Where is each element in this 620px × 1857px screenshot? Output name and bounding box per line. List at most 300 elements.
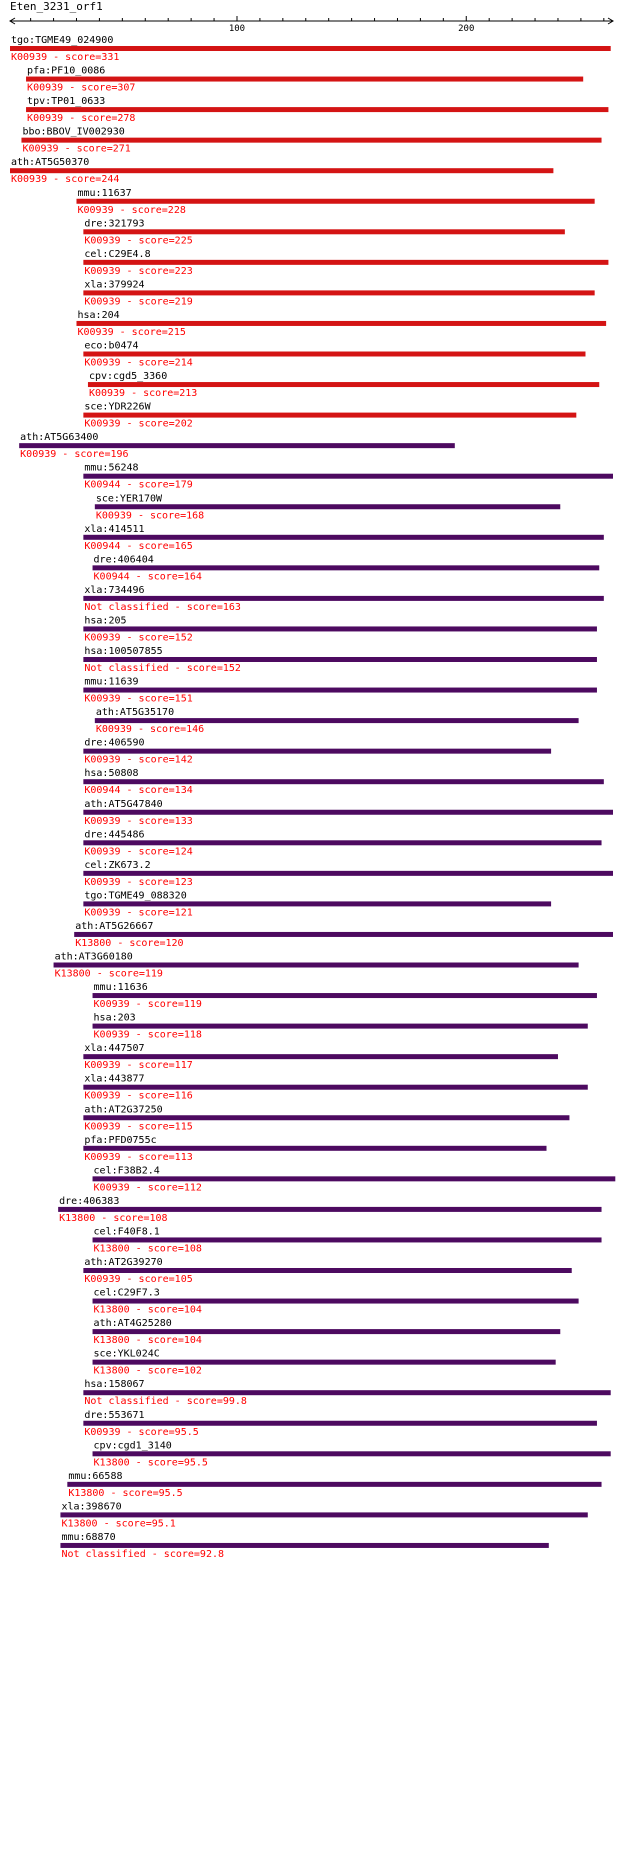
hit-alignment-bar[interactable] [93,1329,561,1334]
hit-score-label [96,510,204,521]
query-title: Eten_3231_orf1 [10,0,103,13]
hit-row[interactable] [76,188,594,216]
hit-ko: K13800 [93,1243,130,1255]
hit-row[interactable] [83,585,603,613]
hit-score-label [94,1457,208,1468]
hit-gene-label[interactable]: xla:379924 [84,279,145,291]
hit-gene-label[interactable]: bbo:BBOV_IV002930 [22,126,125,138]
hit-gene-label[interactable]: sce:YKL024C [93,1348,160,1360]
hit-score-label [84,755,192,766]
hit-gene-label[interactable]: xla:398670 [61,1501,122,1513]
hit-score-label [27,113,135,124]
hit-alignment-bar[interactable] [83,1085,587,1090]
hit-score-label [84,785,192,796]
hit-row[interactable] [93,1226,602,1254]
hit-ko: K00939 [84,876,121,888]
hit-score: 134 [174,785,193,797]
hit-score: 271 [112,143,131,155]
hit-score-label [59,1213,167,1224]
hit-ko: K13800 [93,1457,130,1469]
hit-gene-label[interactable]: ath:AT5G35170 [95,707,175,719]
ruler-tick-label: 100 [228,24,246,34]
hit-score-label [84,1121,192,1132]
hit-score-label [20,449,128,460]
hit-alignment-bar[interactable] [74,932,613,937]
hit-row[interactable] [67,1471,601,1499]
hit-row[interactable] [10,157,553,185]
hit-gene-label[interactable]: mmu:11639 [84,676,139,688]
hit-score: 104 [183,1335,202,1347]
hit-gene-label[interactable]: xla:447507 [84,1043,145,1055]
hit-score: 213 [179,388,198,400]
hit-row[interactable] [76,310,606,338]
hit-alignment-bar[interactable] [83,871,613,876]
hit-ko: K00939 [84,1060,121,1072]
hit-ko: K00944 [84,785,121,797]
hit-row[interactable] [26,96,608,124]
hit-alignment-bar[interactable] [93,1360,556,1365]
hit-gene-label[interactable]: xla:443877 [84,1073,145,1085]
hit-ko: K00939 [93,1182,130,1194]
hit-gene-label[interactable]: cel:F38B2.4 [93,1165,160,1177]
hit-gene-label[interactable]: ath:AT5G47840 [84,798,163,810]
hit-ko: K00939 [11,52,48,63]
hit-score-label [84,816,192,827]
hit-row[interactable] [83,524,603,552]
hit-score: 104 [183,1304,202,1316]
hit-score: 123 [174,876,193,888]
hit-gene-label[interactable]: tpv:TP01_0633 [27,96,106,108]
hit-gene-label[interactable]: hsa:203 [93,1012,136,1024]
hit-row[interactable] [83,1135,546,1163]
hit-gene-label[interactable]: eco:b0474 [84,340,139,352]
hit-score-label [96,724,204,735]
hit-score: 121 [174,907,193,919]
hit-score: 146 [186,724,205,736]
position-ruler [10,16,613,34]
score-prefix: - score= [63,113,118,125]
hit-ko: K00939 [11,174,48,186]
score-prefix: - score= [129,571,184,583]
hit-score-label [27,83,135,94]
hit-row[interactable] [83,799,613,827]
hit-alignment-bar[interactable] [93,1299,579,1304]
hit-gene-label[interactable]: ath:AT2G37250 [84,1104,163,1116]
hit-gene-label[interactable]: dre:406590 [84,737,145,749]
hit-score-label [84,632,192,643]
hit-alignment-bar[interactable] [83,626,597,631]
score-prefix: - score= [129,1243,184,1255]
hit-alignment-bar[interactable] [83,840,601,845]
hit-alignment-bar[interactable] [83,596,603,601]
hit-score-label [84,694,192,705]
hit-score-label [84,907,192,918]
hit-row[interactable] [83,218,564,246]
hit-gene-label[interactable]: pfa:PFD0755c [84,1134,157,1146]
hit-row[interactable] [93,1013,588,1041]
score-prefix: - score= [113,326,168,338]
hit-score-label [84,1060,192,1071]
hit-alignment-bar[interactable] [83,260,608,265]
hit-alignment-bar[interactable] [93,1451,611,1456]
score-prefix: - score= [120,1121,175,1133]
hit-gene-label[interactable]: sce:YER170W [95,493,163,505]
score-prefix: - score= [168,663,223,674]
hit-gene-label[interactable]: tgo:TGME49_088320 [84,890,187,902]
hit-row[interactable] [83,860,613,888]
score-prefix: - score= [120,357,175,369]
hit-alignment-bar[interactable] [83,1054,558,1059]
hit-ko: K00939 [27,82,64,94]
hit-score: 228 [167,204,186,216]
score-prefix: - score= [56,449,111,461]
hit-score-label [84,846,192,857]
hit-score: 278 [117,113,136,125]
hit-score: 112 [183,1182,202,1194]
hit-gene-label[interactable]: hsa:100507855 [84,646,163,657]
hit-ko: K00939 [84,1274,121,1285]
hit-row[interactable] [83,646,597,674]
hit-row[interactable] [83,402,576,430]
hit-ko: K00939 [84,1426,121,1438]
hit-score: 115 [174,1121,193,1133]
hit-gene-label[interactable]: cel:ZK673.2 [84,859,151,871]
hit-ko: K13800 [93,1365,130,1377]
hit-ko: K00939 [84,265,121,277]
hit-score-label [89,388,197,399]
score-prefix: - score= [120,693,175,705]
hit-row[interactable] [58,1196,601,1224]
hit-gene-label[interactable]: dre:445486 [84,829,145,841]
score-prefix: - score= [145,1548,200,1560]
hit-gene-label[interactable]: xla:734496 [84,584,145,596]
hit-ko: K00939 [22,143,59,155]
hit-score: 113 [174,1151,193,1163]
hit-row[interactable] [54,952,579,980]
hit-ko: K00939 [27,113,64,125]
hit-row[interactable] [83,677,597,705]
hit-score-label [94,1030,202,1041]
hit-score-label [94,1366,202,1377]
hit-gene-label[interactable]: cel:C29E4.8 [84,248,151,260]
hit-alignment-bar[interactable] [60,1543,548,1548]
hit-alignment-bar[interactable] [60,1512,587,1517]
hit-alignment-bar[interactable] [93,565,600,570]
hit-row[interactable] [60,1532,548,1560]
hit-ko: K00939 [84,1121,121,1133]
hit-gene-label[interactable]: hsa:50808 [84,768,139,780]
hit-row[interactable] [83,1043,558,1071]
hit-score: 108 [149,1212,168,1224]
hit-score-label [77,205,185,216]
hit-list [10,35,615,1560]
hit-alignment-bar[interactable] [83,749,551,754]
score-prefix: - score= [131,724,187,736]
hit-gene-label[interactable]: dre:553671 [84,1409,145,1421]
score-prefix: - score= [129,1335,184,1347]
hit-score-label [94,999,202,1010]
hit-gene-label[interactable]: ath:AT5G63400 [20,432,99,444]
hit-row[interactable] [95,707,579,735]
hit-alignment-bar[interactable] [67,1482,601,1487]
hit-alignment-bar[interactable] [93,993,597,998]
hit-row[interactable] [83,249,608,277]
hit-score-label [75,938,183,949]
hit-gene-label[interactable]: mmu:11636 [93,982,148,994]
hit-alignment-bar[interactable] [26,107,608,112]
hit-ko: K00944 [84,479,121,491]
hit-ko: K00939 [84,907,121,919]
score-prefix: - score= [129,1365,184,1377]
hit-ko: K00939 [84,296,121,308]
hit-row[interactable] [10,35,611,63]
hit-gene-label[interactable]: xla:414511 [84,523,145,535]
score-prefix: - score= [113,204,168,216]
hit-alignment-bar[interactable] [10,46,611,51]
hit-score-label [94,1305,202,1316]
hit-score: 133 [174,815,193,827]
ruler-tick-label: 200 [458,24,475,34]
hit-gene-label[interactable]: ath:AT4G25280 [93,1318,172,1330]
hit-gene-label[interactable]: dre:321793 [84,218,145,230]
score-prefix: - score= [120,235,175,247]
hit-gene-label[interactable]: cel:F40F8.1 [93,1226,160,1238]
hit-score: 331 [101,52,120,63]
hit-score-label [84,663,241,674]
hit-alignment-bar[interactable] [21,138,601,143]
hit-score-label [22,144,130,155]
hit-alignment-bar[interactable] [95,504,560,509]
hit-row[interactable] [83,768,603,796]
hit-score-label [84,1274,192,1285]
hit-score: 92.8 [199,1548,225,1560]
hit-score-label [84,419,192,430]
hit-score-label [84,877,192,888]
hit-row[interactable] [93,1440,611,1468]
hit-alignment-bar[interactable] [83,535,603,540]
hit-score: 165 [174,540,193,552]
hit-score-label [94,571,202,582]
hit-row[interactable] [88,371,599,399]
hit-row[interactable] [83,1104,569,1132]
hit-score-label [84,602,241,613]
hit-score: 108 [183,1243,202,1255]
hit-ko: K13800 [68,1487,105,1499]
hit-score: 214 [174,357,193,369]
hit-row[interactable] [83,279,594,307]
hit-alignment-bar[interactable] [83,352,585,357]
hit-row[interactable] [93,1349,556,1377]
hit-gene-label[interactable]: cel:C29F7.3 [93,1287,160,1299]
score-prefix: - score= [120,479,175,491]
hit-alignment-bar[interactable] [95,718,579,723]
hit-row[interactable] [93,982,597,1010]
hit-gene-label[interactable]: tgo:TGME49_024900 [11,35,114,46]
hit-alignment-bar[interactable] [93,1024,588,1029]
hit-alignment-bar[interactable] [83,657,597,662]
hit-alignment-bar[interactable] [83,688,597,693]
hit-row[interactable] [83,1410,597,1438]
hit-gene-label[interactable]: mmu:56248 [84,462,139,474]
hit-ko: K13800 [93,1335,130,1347]
hit-row[interactable] [83,463,613,491]
hit-score: 151 [174,693,193,705]
hit-alignment-bar[interactable] [83,229,564,234]
score-prefix: - score= [129,1457,184,1469]
hit-score-label [84,235,192,246]
hit-score: 152 [174,632,193,644]
hit-score-label [11,174,119,185]
score-prefix: - score= [129,1029,184,1041]
hit-alignment-bar[interactable] [83,810,613,815]
hit-row[interactable] [93,1318,561,1346]
hit-gene-label[interactable]: ath:AT5G26667 [75,920,154,932]
hit-score: 95.5 [174,1426,199,1438]
hit-score: 225 [174,235,193,247]
hit-score: 99.8 [222,1396,247,1408]
hit-alignment-bar[interactable] [88,382,599,387]
hit-alignment-bar[interactable] [83,1146,546,1151]
hit-ko: K00939 [84,418,121,430]
hit-ko: K00939 [77,204,114,216]
hit-score: 202 [174,418,193,430]
hit-gene-label[interactable]: cpv:cgd1_3140 [93,1440,172,1452]
hit-score-label [84,480,192,491]
hit-alignment-bar[interactable] [83,1115,569,1120]
hit-ko: K00939 [88,388,126,400]
hit-alignment-bar[interactable] [10,168,553,173]
hit-gene-label[interactable]: cpv:cgd5_3360 [88,371,168,383]
hit-ko: K00939 [84,632,121,644]
hit-ko: K00939 [84,815,121,827]
hit-gene-label[interactable]: pfa:PF10_0086 [27,65,106,77]
hit-score-label [84,1396,247,1407]
hit-score: 95.5 [183,1457,208,1469]
hit-score: 119 [183,999,202,1011]
hit-gene-label[interactable]: hsa:205 [84,615,127,627]
hit-gene-label[interactable]: hsa:158067 [84,1379,145,1391]
score-prefix: - score= [120,1060,175,1072]
score-prefix: - score= [129,1304,184,1316]
hit-ko: K00939 [84,846,121,858]
hit-row[interactable] [93,1288,579,1316]
score-prefix: - score= [120,785,175,797]
hit-gene-label[interactable]: mmu:66588 [68,1470,123,1482]
hit-gene-label[interactable]: dre:406404 [93,554,154,566]
hit-row[interactable] [60,1501,587,1529]
hit-gene-label[interactable]: sce:YDR226W [84,401,151,413]
hit-score: 164 [183,571,202,583]
hit-row[interactable] [83,1379,610,1407]
hit-score-label [68,1488,182,1499]
hit-ko: K00939 [77,326,114,338]
hit-alignment-bar[interactable] [83,413,576,418]
hit-gene-label[interactable]: ath:AT2G39270 [84,1257,163,1268]
hit-alignment-bar[interactable] [83,1390,610,1395]
hit-alignment-bar[interactable] [76,321,606,326]
hit-gene-label[interactable]: dre:406383 [59,1195,120,1207]
hit-alignment-bar[interactable] [54,963,579,968]
hit-gene-label[interactable]: hsa:204 [77,309,120,321]
hit-alignment-bar[interactable] [93,1176,616,1181]
score-prefix: - score= [120,815,175,827]
hit-alignment-bar[interactable] [76,199,594,204]
score-prefix: - score= [120,1274,175,1285]
hit-row[interactable] [26,66,583,94]
hit-score-label [55,969,163,980]
hit-score-label [84,1091,192,1102]
hit-ko: K13800 [75,937,112,949]
hit-score: 117 [174,1060,193,1072]
hit-alignment-bar[interactable] [58,1207,601,1212]
hit-score-label [61,1549,224,1560]
hit-row[interactable] [83,615,597,643]
hit-row[interactable] [21,127,601,155]
score-prefix: - score= [129,1182,184,1194]
hit-row[interactable] [74,921,613,949]
hit-row[interactable] [93,554,600,582]
hit-alignment-bar[interactable] [83,1421,597,1426]
hit-alignment-bar[interactable] [93,1237,602,1242]
hit-gene-label[interactable]: ath:AT3G60180 [54,951,133,963]
hit-score-label [94,1243,202,1254]
hit-score-label [11,52,119,63]
hit-score-label [84,541,192,552]
score-prefix: - score= [58,143,113,155]
hit-score: 215 [167,326,186,338]
hit-row[interactable] [83,890,551,918]
hit-alignment-bar[interactable] [83,779,603,784]
hit-alignment-bar[interactable] [83,474,613,479]
hit-score: 95.1 [151,1518,176,1530]
hit-row[interactable] [83,1074,587,1102]
hit-alignment-bar[interactable] [83,290,594,295]
hit-row[interactable] [93,1165,616,1193]
hit-ko: K00939 [93,999,130,1011]
score-prefix: - score= [129,999,184,1011]
hit-ko: K00939 [84,693,121,705]
hit-gene-label[interactable]: mmu:11637 [77,187,132,199]
hit-score: 116 [174,1090,193,1102]
hit-ko: K00944 [84,540,121,552]
hit-row[interactable] [83,1257,571,1285]
score-prefix: - score= [95,1212,150,1224]
hit-score: 163 [222,601,241,613]
hit-score: 223 [174,265,193,277]
hit-row[interactable] [95,493,560,521]
hit-gene-label[interactable]: mmu:68870 [61,1531,116,1543]
hit-score: 196 [110,449,129,461]
hit-ko: K00939 [84,754,121,766]
hit-row[interactable] [19,432,455,460]
hit-alignment-bar[interactable] [26,77,583,82]
hit-alignment-bar[interactable] [83,1268,571,1273]
score-prefix: - score= [120,1151,175,1163]
score-prefix: - score= [47,174,102,186]
hit-gene-label[interactable]: ath:AT5G50370 [11,157,90,169]
hit-row[interactable] [83,829,601,857]
hit-alignment-bar[interactable] [19,443,455,448]
hit-alignment-bar[interactable] [83,901,551,906]
hit-row[interactable] [83,738,551,766]
hit-ko: K13800 [93,1304,130,1316]
hit-ko: Not classified [61,1548,146,1560]
hit-row[interactable] [83,341,585,369]
hit-score: 219 [174,296,193,308]
score-prefix: - score= [120,876,175,888]
score-prefix: - score= [120,1090,175,1102]
hit-score-label [61,1518,175,1529]
